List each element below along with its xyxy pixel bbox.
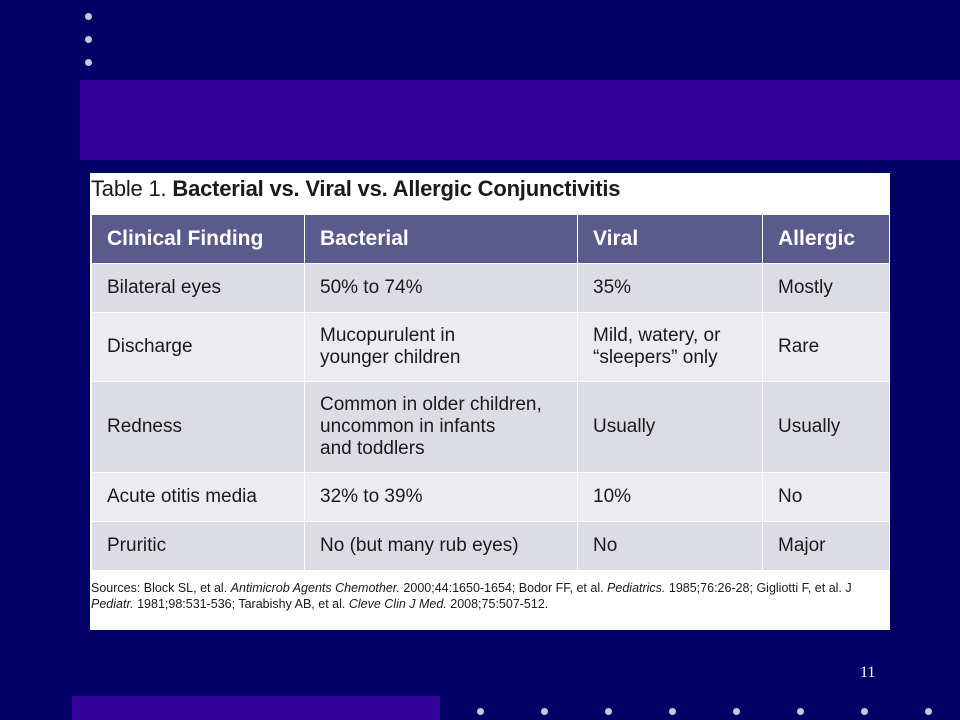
table-cell: Usually — [763, 382, 890, 473]
table-title-prefix: Table 1. — [91, 176, 167, 201]
table-cell: No — [763, 473, 890, 522]
table-cell: No (but many rub eyes) — [305, 522, 578, 571]
decorative-dot — [861, 708, 868, 715]
source-segment: Pediatr. — [91, 597, 134, 611]
table-cell: Bilateral eyes — [92, 264, 305, 313]
table-cell: Mild, watery, or “sleepers” only — [578, 313, 763, 382]
table-cell: Mucopurulent in younger children — [305, 313, 578, 382]
decorative-dot — [85, 36, 92, 43]
table-cell: 10% — [578, 473, 763, 522]
decorative-dot — [797, 708, 804, 715]
source-segment: Antimicrob Agents Chemother. — [230, 581, 400, 595]
table-cell: Usually — [578, 382, 763, 473]
decorative-dot — [605, 708, 612, 715]
table-header-row — [92, 215, 890, 264]
column-header: Viral — [578, 215, 763, 264]
table-cell: Major — [763, 522, 890, 571]
page-number: 11 — [860, 664, 876, 681]
table-cell: Redness — [92, 382, 305, 473]
decorative-dot — [925, 708, 932, 715]
column-header: Allergic — [763, 215, 890, 264]
table-cell: Discharge — [92, 313, 305, 382]
table-cell: Pruritic — [92, 522, 305, 571]
table-cell: Common in older children, uncommon in infants and toddlers — [305, 382, 578, 473]
table-row — [92, 473, 890, 522]
decorative-dot — [669, 708, 676, 715]
table-row — [92, 382, 890, 473]
table-cell: 35% — [578, 264, 763, 313]
source-segment: 1981;98:531-536; Tarabishy AB, et al. — [133, 597, 349, 611]
header-band — [80, 80, 960, 160]
table-row — [92, 313, 890, 382]
table-cell: 32% to 39% — [305, 473, 578, 522]
table-cell: Acute otitis media — [92, 473, 305, 522]
decorative-dot — [733, 708, 740, 715]
table-row — [92, 264, 890, 313]
table-row — [92, 522, 890, 571]
table-title-main: Bacterial vs. Viral vs. Allergic Conjunctivitis — [172, 176, 621, 201]
decorative-dot — [85, 13, 92, 20]
table-cell: 50% to 74% — [305, 264, 578, 313]
table-figure — [90, 173, 890, 630]
decorative-dot — [85, 59, 92, 66]
source-segment: Pediatrics. — [607, 581, 666, 595]
conjunctivitis-comparison-table — [91, 214, 890, 571]
column-header: Clinical Finding — [92, 215, 305, 264]
decorative-dot — [541, 708, 548, 715]
source-segment: Cleve Clin J Med. — [348, 597, 447, 611]
table-title — [91, 176, 620, 202]
footer-bar — [72, 696, 440, 720]
source-segment: Sources: Block SL, et al. — [91, 581, 231, 595]
source-segment: 2008;75:507-512. — [446, 597, 549, 611]
table-cell: Rare — [763, 313, 890, 382]
table-sources — [91, 580, 887, 612]
table-cell: Mostly — [763, 264, 890, 313]
source-segment: 1985;76:26-28; Gigliotti F, et al. J — [665, 581, 852, 595]
column-header: Bacterial — [305, 215, 578, 264]
table-cell: No — [578, 522, 763, 571]
source-segment: 2000;44:1650-1654; Bodor FF, et al. — [399, 581, 608, 595]
decorative-dot — [477, 708, 484, 715]
